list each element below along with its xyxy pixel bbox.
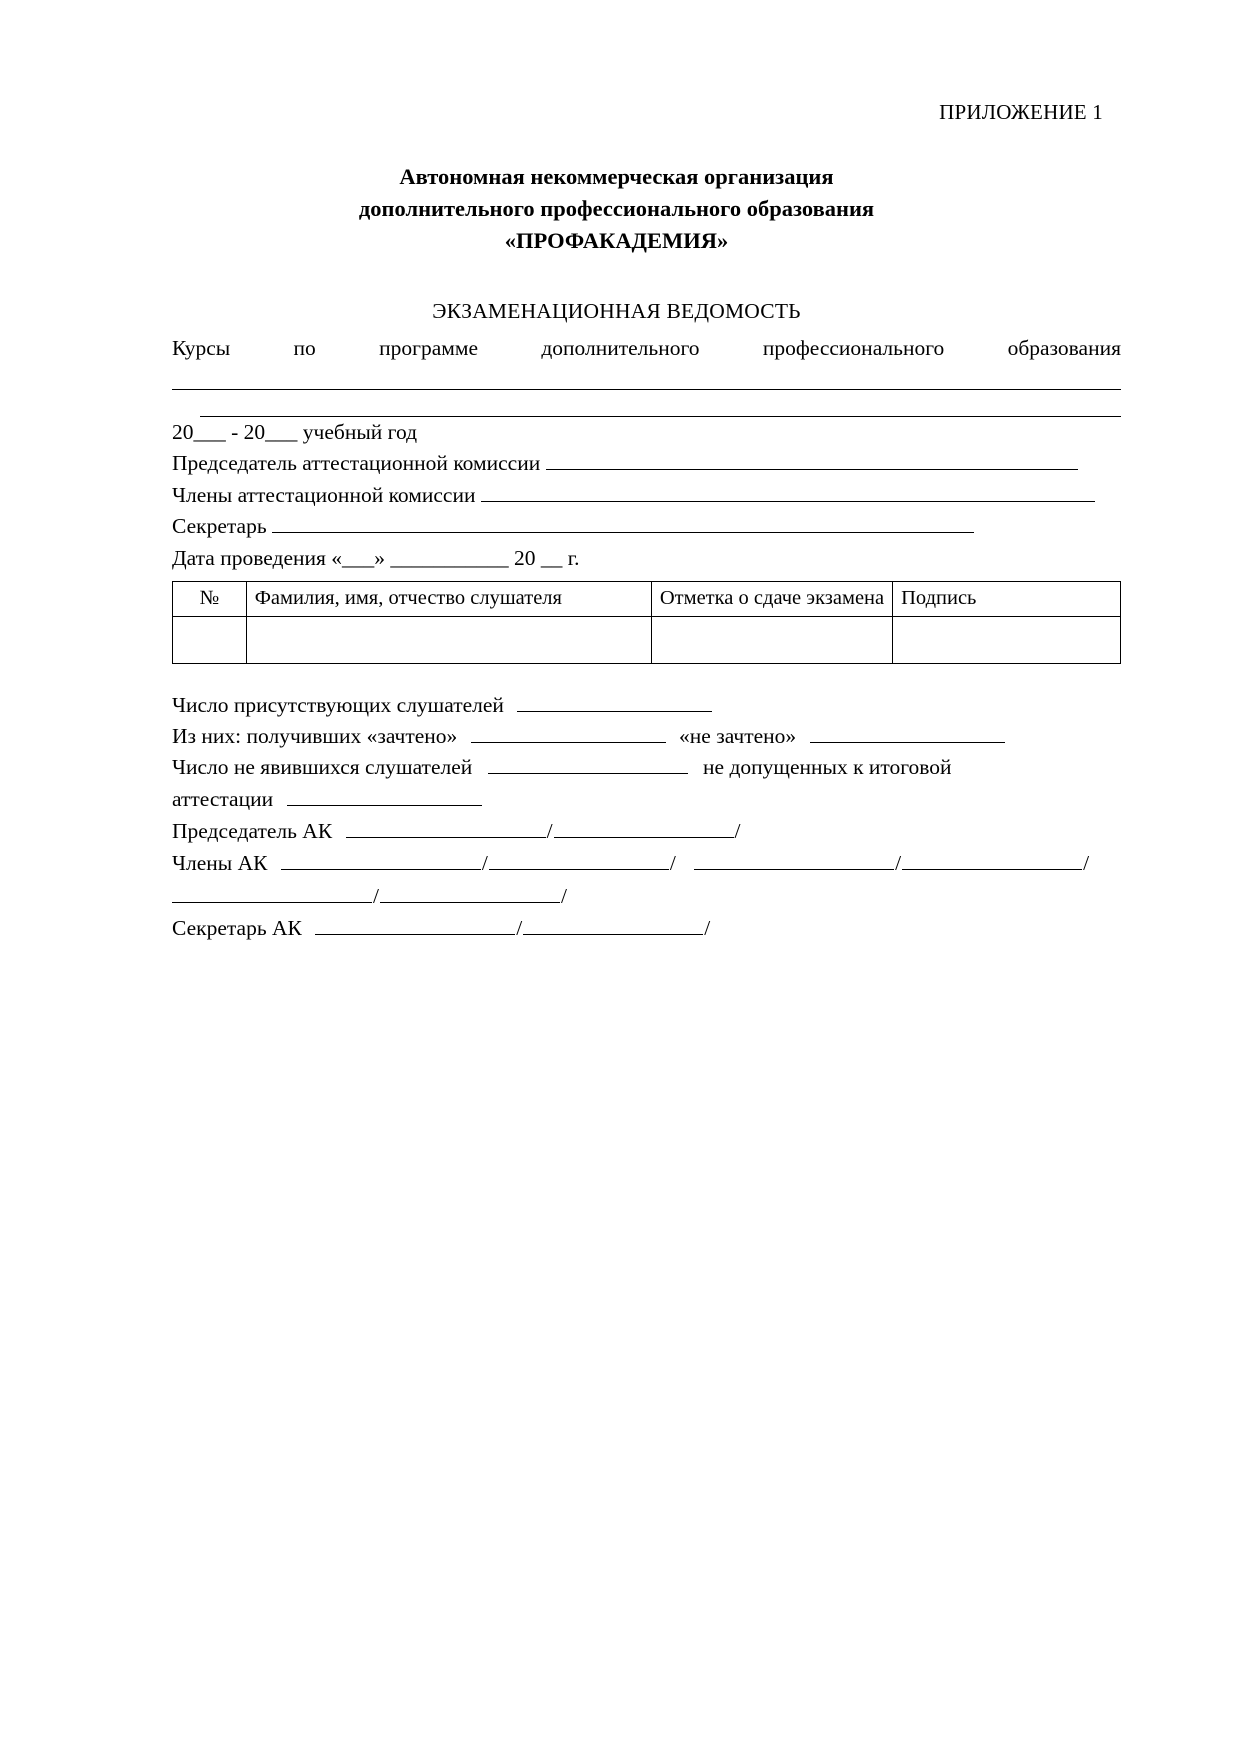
member2-name-input[interactable] [902,851,1082,870]
passed-label: Из них: получивших «зачтено» [172,723,458,748]
secretary-label: Секретарь [172,514,267,539]
absent-label-part1: Число не явившихся слушателей [172,755,473,780]
appendix-label: ПРИЛОЖЕНИЕ 1 [939,100,1103,124]
secretary-signature-label: Секретарь АК [172,915,302,940]
courses-program-line: Курсы по программе дополнительного профессионального образования [172,336,1121,360]
courses-fill-line-1[interactable] [172,369,1121,390]
date-label: Дата проведения «___» ___________ 20 __ г. [172,545,580,570]
header-exam-mark: Отметка о сдаче экзамена [651,581,892,616]
chairman-name-input[interactable] [554,819,734,838]
table-row[interactable] [173,616,1121,663]
cell-fullname[interactable] [246,616,651,663]
secretary-row [172,511,1121,542]
document-title: ЭКЗАМЕНАЦИОННАЯ ВЕДОМОСТЬ [432,299,801,323]
chairman-label: Председатель аттестационной комиссии [172,451,541,476]
present-count-row [172,690,1121,721]
absent-label-part3: аттестации [172,786,274,811]
passed-failed-row [172,721,1121,752]
cell-exam-mark[interactable] [651,616,892,663]
secretary-name-input[interactable] [523,916,703,935]
failed-count-input[interactable] [810,724,1005,743]
members-input[interactable] [481,483,1095,502]
chairman-signature-label: Председатель АК [172,819,333,844]
absent-row [172,752,1121,815]
members-label: Члены аттестационной комиссии [172,482,476,507]
member1-signature-input[interactable] [281,851,481,870]
secretary-input[interactable] [272,514,974,533]
member3-signature-input[interactable] [172,884,372,903]
header-fullname: Фамилия, имя, отчество слушателя [246,581,651,616]
summary-block [172,690,1121,945]
organization-line-2: дополнительного профессионального образования [358,196,875,222]
cell-number[interactable] [173,616,247,663]
absent-label-part2: не допущенных к итоговой [703,755,952,780]
cell-signature[interactable] [893,616,1121,663]
header-signature: Подпись [893,581,1121,616]
chairman-signature-input[interactable] [346,819,546,838]
secretary-signature-input[interactable] [315,916,515,935]
present-count-label: Число присутствующих слушателей [172,692,504,717]
chairman-row [172,448,1121,479]
secretary-signature-row: Секретарь АК / / [172,915,711,940]
organization-line-1: Автономная некоммерческая организация [399,164,834,190]
members-signature-label: Члены АК [172,851,268,876]
header-number: № [173,581,247,616]
members-signature-row: Члены АК / / / / [172,851,1090,876]
member1-name-input[interactable] [489,851,669,870]
organization-heading [172,161,1061,257]
members-signature-row-2: / / [172,880,1121,912]
chairman-input[interactable] [546,451,1078,470]
member3-name-input[interactable] [380,884,560,903]
date-row[interactable] [172,543,1121,574]
academic-year-row [172,417,1121,448]
present-count-input[interactable] [517,693,712,712]
academic-year-label: 20___ - 20___ учебный год [172,420,418,445]
students-table [172,581,1121,664]
passed-count-input[interactable] [471,724,666,743]
members-row [172,480,1121,511]
failed-label: «не зачтено» [679,723,797,748]
not-admitted-count-input[interactable] [287,787,482,806]
chairman-signature-row: Председатель АК / / [172,819,741,844]
table-header-row [173,581,1121,616]
absent-count-input[interactable] [488,755,688,774]
organization-line-3: «ПРОФАКАДЕМИЯ» [504,228,729,254]
courses-fill-line-2[interactable] [200,396,1121,417]
member2-signature-input[interactable] [694,851,894,870]
